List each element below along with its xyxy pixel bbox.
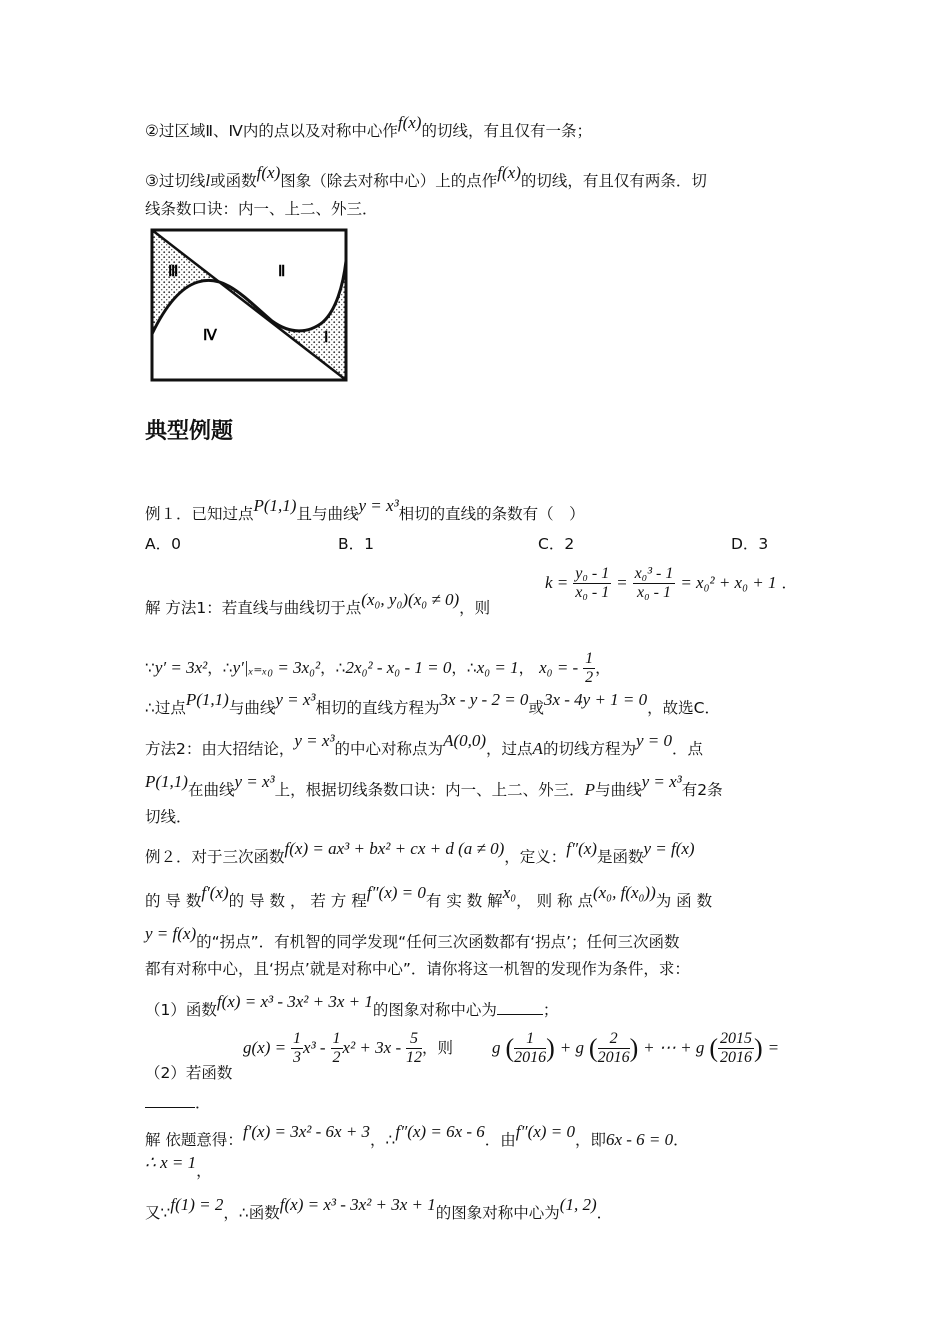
text-run: 或: [528, 699, 544, 717]
numerator: 2015: [719, 1030, 752, 1047]
text-run: 的切线，有且仅有一条；: [421, 122, 592, 140]
text-run: 切线．: [145, 808, 192, 826]
math-expression: x₀ = 1: [476, 658, 519, 677]
numerator: 1: [332, 1030, 341, 1047]
text-run: ，则: [459, 599, 491, 617]
text-line: [145, 1062, 232, 1084]
math-expression: x² + 3x -: [342, 1038, 402, 1057]
text-run: 例２．对于三次函数: [145, 848, 285, 866]
text-run: 有 实 数 解: [425, 892, 503, 910]
text-line: [145, 806, 192, 828]
math-expression: l: [205, 171, 211, 190]
fraction: [718, 1030, 754, 1067]
section-heading: 典型例题: [145, 419, 234, 444]
region-label-iii: Ⅲ: [168, 264, 179, 280]
text-run: ，: [595, 659, 611, 677]
math-expression: + ⋯ + g: [643, 1038, 705, 1057]
option-c: C．2: [538, 535, 575, 553]
text-run: ∵: [145, 659, 155, 677]
text-run: ．: [673, 1131, 689, 1149]
math-expression: 2x₀² - x₀ - 1 = 0: [345, 658, 452, 677]
text-run: 都有对称中心，且‘拐点’就是对称中心”．请你将这一机智的发现作为条件，求：: [145, 960, 690, 978]
denominator: 2016: [514, 1049, 547, 1066]
math-expression: y = 0: [635, 731, 672, 750]
text-run: ，过点: [486, 740, 533, 758]
region-label-iv: Ⅳ: [203, 328, 217, 344]
text-line: [145, 496, 585, 525]
text-run: 又∵: [145, 1204, 171, 1222]
fraction: [573, 565, 611, 602]
math-expression: f″(x): [566, 839, 597, 858]
math-expression: 3x - y - 2 = 0: [439, 690, 529, 709]
region-label-i: Ⅰ: [324, 330, 329, 346]
text-line: [145, 772, 723, 801]
text-run: 的“拐点”．有机智的同学发现“任何三次函数都有‘拐点’；任何三次函数: [196, 933, 680, 951]
denominator: 3: [293, 1049, 302, 1066]
math-expression: 6x - 6 = 0: [605, 1130, 674, 1149]
math-expression: f″(x) = 0: [366, 883, 426, 902]
text-run: ， 则 称 点: [516, 892, 593, 910]
text-run: ，: [518, 659, 535, 677]
math-expression: 3x - 4y + 1 = 0: [543, 690, 648, 709]
text-run: 且与曲线: [296, 505, 359, 523]
tangent-line: [152, 230, 346, 380]
math-expression: k =: [545, 573, 569, 592]
math-expression: y = f(x): [643, 839, 695, 858]
fraction: [598, 1030, 630, 1067]
g-sum-expression: g ( $\frac{1}{2016}$ ) + g ( $\frac{2}{2016}$ ) + ⋯ + g ( $\frac{2015}{2016}$ ) =: [492, 1030, 780, 1066]
math-expression: f(x): [497, 163, 521, 182]
text-run: ②过区域Ⅱ、Ⅳ内的点以及对称中心作: [145, 122, 398, 140]
denominator: 2: [332, 1049, 341, 1066]
math-expression: A: [532, 739, 543, 758]
text-run: ，定义：: [504, 848, 567, 866]
slope-formula: [545, 565, 797, 602]
text-run: 例１．已知过点: [145, 505, 254, 523]
text-run: ．由: [484, 1131, 516, 1149]
denominator: 2016: [719, 1049, 752, 1066]
text-run: ；: [542, 1001, 559, 1019]
text-run: ．: [195, 1094, 211, 1112]
region-label-ii: Ⅱ: [278, 264, 286, 280]
math-expression: y = x³: [275, 690, 316, 709]
math-expression: y = x³: [234, 772, 275, 791]
text-run: 方法2：由大招结论，: [145, 740, 295, 758]
text-line: [145, 992, 559, 1021]
fraction: [583, 650, 595, 687]
math-expression: f(x): [256, 163, 281, 182]
text-run: ，故选C．: [647, 699, 720, 717]
text-run: 图象（除去对称中心）上的点作: [280, 172, 498, 190]
text-run: 为 函 数: [655, 892, 713, 910]
math-expression: A(0,0): [443, 731, 487, 750]
math-expression: P(1,1): [185, 690, 229, 709]
text-line: [145, 839, 695, 868]
text-run: 线条数口诀：内一、上二、外三．: [145, 200, 378, 218]
math-expression: ∴ x = 1: [145, 1153, 197, 1172]
text-line: [145, 883, 713, 912]
text-line: [145, 1195, 613, 1224]
text-run: 的图象对称中心为: [435, 1204, 560, 1222]
text-run: 的中心对称点为: [334, 740, 444, 758]
math-expression: f(x) = ax³ + bx² + cx + d (a ≠ 0): [284, 839, 505, 858]
text-line: [145, 924, 680, 953]
math-expression: = x₀² + x₀ + 1: [680, 573, 777, 592]
text-run: 的图象对称中心为: [372, 1001, 497, 1019]
numerator: 1: [293, 1030, 302, 1047]
g-function-definition: [243, 1030, 453, 1067]
text-line: [145, 113, 592, 142]
math-expression: (x₀, f(x₀)): [592, 883, 656, 902]
text-line: [145, 690, 720, 719]
math-expression: + g: [559, 1038, 584, 1057]
fraction: [514, 1030, 546, 1067]
cubic-regions-figure: [148, 226, 350, 384]
numerator: x₀³ - 1: [634, 565, 674, 582]
text-run: 与曲线: [228, 699, 276, 717]
text-run: 的 导 数: [145, 892, 202, 910]
answer-blank: [497, 998, 543, 1015]
math-expression: P(1,1): [145, 772, 188, 791]
text-run: 相切的直线的条数有（ ）: [398, 505, 585, 523]
denominator: x₀ - 1: [575, 584, 610, 601]
text-run: ，∴: [207, 659, 233, 677]
math-expression: x₀: [502, 883, 517, 902]
fraction: [291, 1030, 303, 1067]
denominator: 2: [585, 669, 594, 686]
math-expression: =: [767, 1038, 780, 1057]
text-run: ，∴: [451, 659, 477, 677]
math-expression: P: [584, 780, 596, 799]
text-run: ，∴: [370, 1131, 396, 1149]
text-run: 的切线方程为: [542, 740, 636, 758]
text-run: ③过切线: [145, 172, 206, 190]
text-run: 与曲线: [595, 781, 642, 799]
math-expression: y = x³: [641, 772, 682, 791]
text-run: 相切的直线方程为: [315, 699, 440, 717]
numerator: 1: [514, 1030, 546, 1049]
text-run: 解 依题意得：: [145, 1131, 243, 1149]
math-expression: g: [492, 1038, 501, 1057]
math-expression: x₀ = -: [539, 658, 579, 677]
math-expression: y = x³: [358, 496, 399, 515]
text-run: 的 导 数 ， 若 方 程: [228, 892, 367, 910]
text-run: 解 方法1：若直线与曲线切于点: [145, 599, 362, 617]
numerator: y₀ - 1: [575, 565, 610, 582]
text-run: ，∴: [320, 659, 346, 677]
math-expression: x³ -: [303, 1038, 326, 1057]
denominator: 12: [406, 1049, 423, 1066]
text-run: 上，根据切线条数口诀：内一、上二、外三．: [274, 781, 585, 799]
text-run: 在曲线: [187, 781, 235, 799]
text-line: [145, 590, 491, 619]
text-line: [145, 650, 611, 687]
text-run: ∴过点: [145, 699, 186, 717]
text-run: ，即: [574, 1131, 606, 1149]
math-expression: f′(x) = 3x² - 6x + 3: [242, 1122, 371, 1141]
fraction: [633, 565, 676, 602]
math-expression: g(x) =: [243, 1038, 287, 1057]
math-expression: (1, 2): [559, 1195, 597, 1214]
text-run: ．: [596, 1204, 613, 1222]
option-a: A．0: [145, 535, 181, 553]
numerator: 5: [406, 1030, 422, 1049]
text-line: [145, 1153, 212, 1182]
text-run: （1）函数: [145, 1001, 217, 1019]
text-line: [145, 163, 707, 192]
denominator: x₀ - 1: [636, 584, 671, 601]
text-run: ，: [196, 1162, 212, 1180]
text-run: ，∴函数: [223, 1204, 280, 1222]
math-expression: y′ = 3x²: [154, 658, 208, 677]
text-line: [145, 198, 378, 220]
answer-blank: [145, 1091, 195, 1108]
fraction: [406, 1030, 422, 1067]
math-expression: f″(x) = 0: [515, 1122, 575, 1141]
option-b: B．1: [338, 535, 374, 553]
numerator: 2: [598, 1030, 630, 1049]
math-expression: f″(x) = 6x - 6: [395, 1122, 485, 1141]
math-expression: (x₀, y₀)(x₀ ≠ 0): [361, 590, 460, 609]
text-line: [145, 958, 690, 980]
math-expression: =: [616, 573, 628, 592]
math-expression: f(x) = x³ - 3x² + 3x + 1: [279, 1195, 436, 1214]
text-run: ．: [781, 574, 797, 592]
text-run: （2）若函数: [145, 1064, 233, 1082]
math-expression: f(x): [397, 113, 422, 132]
math-expression: f(1) = 2: [170, 1195, 224, 1214]
text-run: 或函数: [210, 172, 257, 190]
text-run: ，则: [422, 1039, 454, 1057]
math-expression: y = x³: [294, 731, 335, 750]
text-line: [145, 731, 703, 760]
math-expression: P(1,1): [253, 496, 297, 515]
numerator: 1: [585, 650, 594, 667]
text-run: 的切线，有且仅有两条．切: [520, 172, 707, 190]
math-expression: y = f(x): [145, 924, 197, 943]
text-run: 有2条: [681, 781, 723, 799]
text-run: 是函数: [596, 848, 644, 866]
text-line: [145, 1122, 689, 1151]
text-line: [145, 1091, 211, 1114]
text-run: ．点: [671, 740, 703, 758]
denominator: 2016: [597, 1049, 630, 1066]
option-d: D．3: [731, 535, 769, 553]
math-expression: y′|ₓ₌ₓ₀ = 3x₀²: [232, 658, 321, 677]
math-expression: f′(x): [201, 883, 229, 902]
math-expression: f(x) = x³ - 3x² + 3x + 1: [216, 992, 373, 1011]
fraction: [331, 1030, 343, 1067]
